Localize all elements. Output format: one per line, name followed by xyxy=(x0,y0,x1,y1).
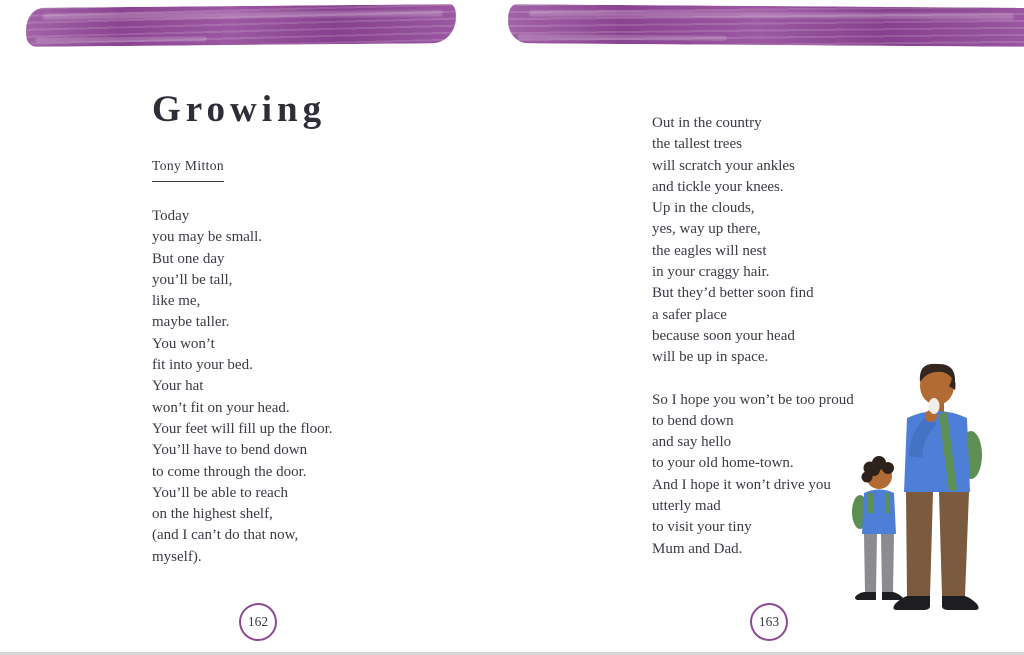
poem-line: to visit your tiny xyxy=(652,519,752,536)
poem-line: You’ll be able to reach xyxy=(152,484,288,501)
poem-line: Out in the country xyxy=(652,115,762,131)
poem-line: on the highest shelf, xyxy=(152,506,273,523)
poem-line: a safer place xyxy=(652,306,727,323)
poem-line: and tickle your knees. xyxy=(652,178,784,195)
father-figure xyxy=(893,364,982,610)
poem-left-column xyxy=(152,206,482,568)
poem-line: will scratch your ankles xyxy=(652,157,795,174)
poem-line: Up in the clouds, xyxy=(652,200,755,217)
poem-line: you’ll be tall, xyxy=(152,271,233,288)
poem-line: Your hat xyxy=(152,378,204,395)
poem-line: But they’d better soon find xyxy=(652,285,814,302)
poem-line: to bend down xyxy=(652,412,734,429)
poem-line: in your craggy hair. xyxy=(652,264,770,281)
poem-title: Growing xyxy=(152,89,327,130)
poem-line: myself). xyxy=(152,548,202,565)
poem-author: Tony Mitton xyxy=(152,158,224,182)
poem-line: will be up in space. xyxy=(652,349,769,366)
page-number-left xyxy=(239,603,277,641)
poem-line: Today xyxy=(152,208,190,224)
poem-line: So I hope you won’t be too proud xyxy=(652,391,854,408)
poem-line: you may be small. xyxy=(152,229,262,246)
poem-line: utterly mad xyxy=(652,498,721,515)
poem-line: to come through the door. xyxy=(152,463,307,480)
poem-line: (and I can’t do that now, xyxy=(152,527,299,544)
page-number-right-label: 163 xyxy=(758,614,780,629)
poem-line: And I hope it won’t drive you xyxy=(652,476,831,493)
page-number-right xyxy=(750,603,788,641)
poem-line: You won’t xyxy=(152,335,215,352)
boy-figure xyxy=(852,456,903,600)
father-and-son-illustration xyxy=(843,360,1003,625)
page-number-left-label: 162 xyxy=(247,614,269,629)
brushstroke-left xyxy=(26,4,456,47)
poem-line: to your old home-town. xyxy=(652,455,794,472)
poem-line: the eagles will nest xyxy=(652,242,767,259)
left-page xyxy=(152,88,482,568)
poem-line: But one day xyxy=(152,250,225,267)
poem-line: won’t fit on your head. xyxy=(152,399,290,416)
poem-line: because soon your head xyxy=(652,327,795,344)
poem-line: Mum and Dad. xyxy=(652,540,743,557)
poem-line: like me, xyxy=(152,293,201,310)
poem-line: the tallest trees xyxy=(652,136,742,153)
poem-right-stanza-1 xyxy=(652,113,912,369)
poem-line: maybe taller. xyxy=(152,314,230,331)
poem-line: and say hello xyxy=(652,434,732,451)
poem-line: yes, way up there, xyxy=(652,221,761,238)
poem-line: fit into your bed. xyxy=(152,357,253,374)
poem-line: You’ll have to bend down xyxy=(152,442,308,459)
poem-line: Your feet will fill up the floor. xyxy=(152,420,333,437)
brushstroke-right xyxy=(508,4,1024,47)
